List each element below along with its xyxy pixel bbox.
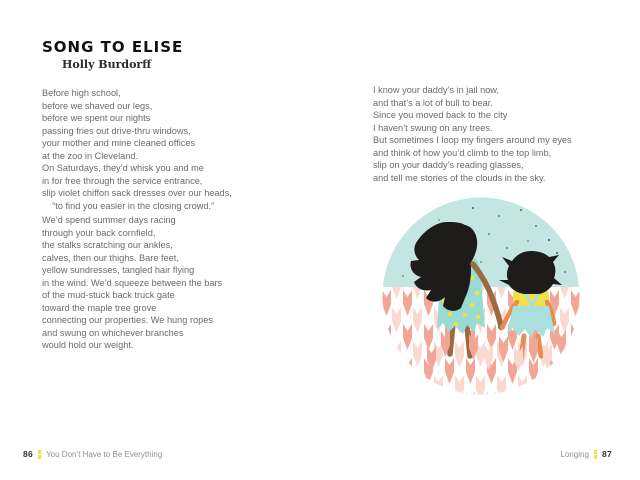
- poem-line: We’d spend summer days racing: [42, 215, 176, 225]
- poem-line: of the mud-stuck back truck gate: [42, 290, 175, 300]
- poem-line: slip on your daddy’s reading glasses,: [373, 160, 524, 170]
- footer-divider-icon: [594, 450, 597, 459]
- illustration-svg: [381, 196, 581, 396]
- poem-stanza-3: [373, 84, 633, 184]
- poem-line: and tell me stories of the clouds in the sky.: [373, 172, 546, 183]
- poem-line: the stalks scratching our ankles,: [42, 240, 173, 250]
- poem-line: before we spent our nights: [42, 113, 151, 123]
- poem-line: in for free through the service entrance,: [42, 175, 203, 186]
- footer-left: [23, 449, 162, 459]
- footer-divider-icon: [38, 450, 41, 459]
- poem-line: connecting our properties. We hung ropes: [42, 315, 213, 325]
- poem-line: Before high school,: [42, 88, 121, 98]
- poem-line: and swung on whichever branches: [42, 327, 184, 338]
- poem-line: Since you moved back to the city: [373, 110, 508, 120]
- page-title: SONG TO ELISE: [42, 38, 184, 56]
- poem-line: your mother and mine cleaned offices: [42, 138, 196, 148]
- poem-line: I haven’t swung on any trees.: [373, 122, 493, 133]
- poem-line: yellow sundresses, tangled hair flying: [42, 265, 195, 275]
- poem-line: On Saturdays, they’d whisk you and me: [42, 163, 204, 173]
- poem-line: and think of how you’d climb to the top limb,: [373, 147, 552, 158]
- poem-stanza-1: [42, 87, 342, 212]
- author-name: Holly Burdorff: [62, 58, 152, 71]
- illustration: [381, 196, 581, 396]
- footer-right: [560, 449, 612, 459]
- poem-line: calves, then our thighs. Bare feet,: [42, 252, 179, 263]
- poem-line: passing fries out drive-thru windows,: [42, 125, 191, 136]
- page-number-left: 86: [23, 449, 34, 459]
- poem-line: But sometimes I loop my fingers around my eyes: [373, 135, 572, 145]
- section-label: Longing: [560, 449, 589, 459]
- poem-line: toward the maple tree grove: [42, 302, 157, 313]
- poem-line: would hold our weight.: [42, 340, 134, 350]
- poem-line: before we shaved our legs,: [42, 100, 153, 111]
- poem-line: and that’s a lot of bull to bear.: [373, 97, 493, 108]
- poem-line: I know your daddy’s in jail now,: [373, 85, 499, 95]
- poem-line: slip violet chiffon sack dresses over our heads,: [42, 188, 232, 198]
- poem-line: in the wind. We’d squeeze between the bars: [42, 277, 223, 288]
- poem-line: “to find you easier in the closing crowd.”: [42, 200, 215, 211]
- book-title-label: You Don’t Have to Be Everything: [46, 449, 163, 459]
- poem-line: through your back cornfield,: [42, 227, 156, 238]
- poem-stanza-2: [42, 214, 342, 352]
- page-number-right: 87: [601, 449, 612, 459]
- poem-line: at the zoo in Cleveland.: [42, 150, 139, 161]
